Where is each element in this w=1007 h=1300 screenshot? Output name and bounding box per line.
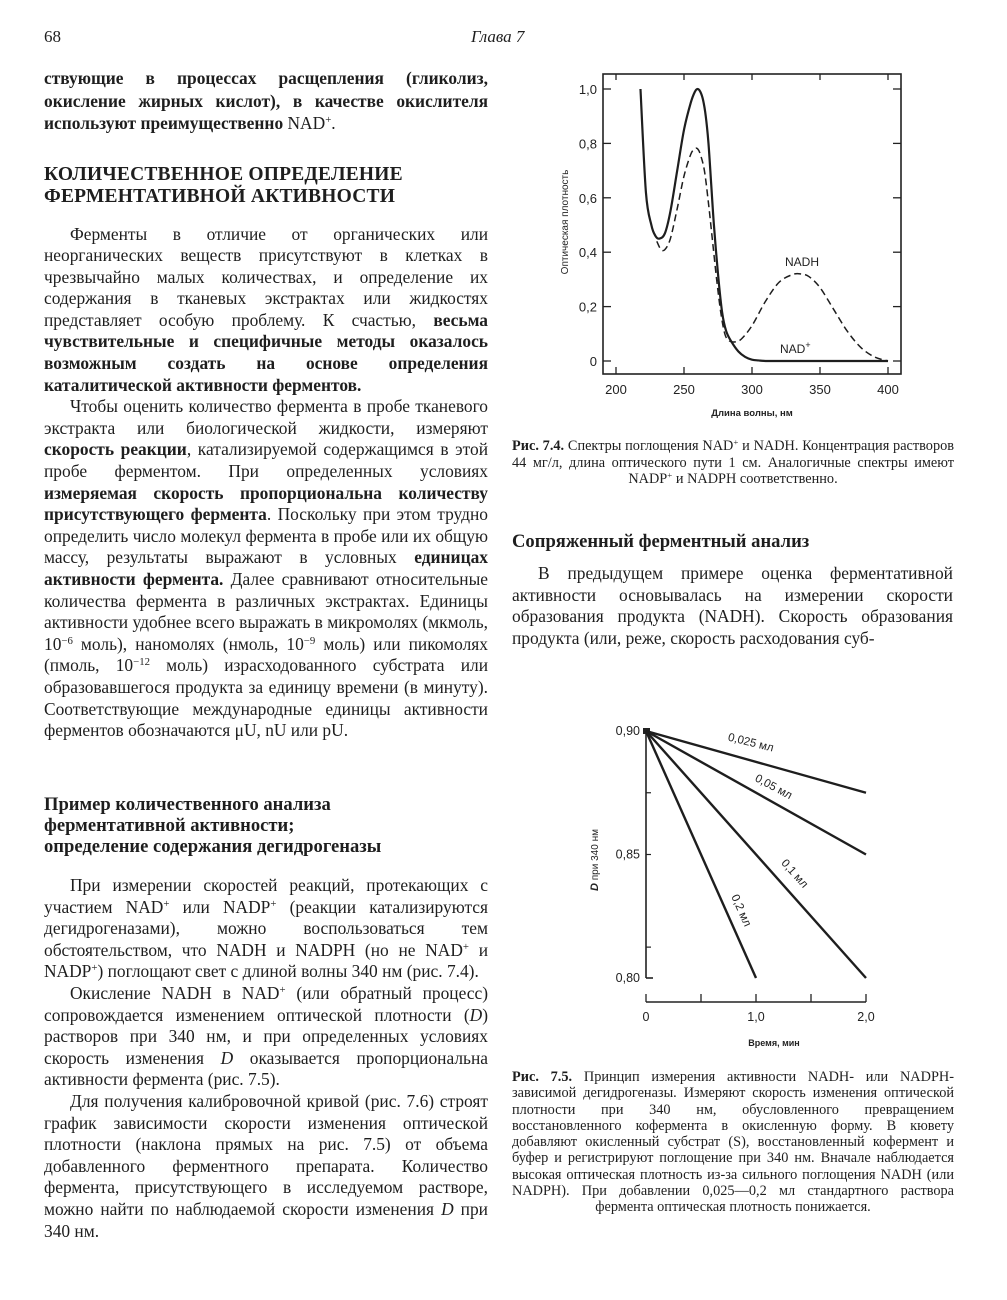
paragraph: Ферменты в отличие от органических или неорганических веществ присутствуют в клетках в чрезвычайно малых количествах, и определение их содержания в тканевых экстрактах или жидкостях представляет особую проблему. К счастью, весьма чувствительные и специфичные методы оказалось возможным создать на основе определения каталитической активности ферментов.: [44, 223, 488, 395]
paragraph: В предыдущем примере оценка ферментативной активности основывалась на измерении скорости образования продукта (NADH). Скорость образования продукта (или, реже, скорость расходования суб-: [512, 563, 953, 648]
paragraph: Для получения калибровочной кривой (рис. 7.6) строят график зависимости скорости изменения оптической плотности (наклона прямых на рис. 7.5) от объема добавленного ферментного препарата. Количество фермента, присутствующего в исследуемом растворе, можно найти по наблюдаемой скорости изменения D при 340 нм.: [44, 1090, 488, 1241]
nadh-curve: [657, 148, 888, 361]
running-head: Глава 7: [471, 27, 525, 46]
paragraph: Чтобы оценить количество фермента в пробе тканевого экстракта или биологической жидкости, измеряют скорость реакции, катализируемой содержащимся в этой пробе ферментом. При определенных условиях измеряемая скорость пропорциональна количеству присутствующего фермента. Поскольку при этом трудно определить число молекул фермента в пробе или их общую массу, результаты выражают в условных единицах активности фермента. Далее сравнивают относительные количества фермента в различных экстрактах. Единицы активности удобнее всего выражать в микромолях (мкмоль, $10^{-6}$ моль), наномолях (нмоль, $10^{-9}$ моль) или пикомолях (пмоль, $10^{-12}$ моль) израсходованного субстрата или образовавшегося продукта за единицу времени (в минуту). Соответствующие международные единицы активности ферментов обозначаются μU, nU или pU.: [44, 396, 489, 741]
y-tick-label: 0,2: [578, 299, 597, 315]
y-tick-label: 0,8: [578, 136, 597, 152]
page-number: 68: [44, 27, 61, 46]
right-column-text: [512, 531, 953, 649]
y-tick-label: 1,0: [578, 82, 597, 97]
left-column-lower: [44, 794, 488, 1242]
rate-line-label: 0,2 мл: [728, 892, 754, 929]
optical-density-time-plot: [589, 724, 875, 1048]
x-axis-label: Время, мин: [748, 1038, 800, 1048]
figure-7-4-chart: [540, 60, 920, 430]
rate-line: [646, 731, 866, 978]
y-tick-label: 0: [589, 354, 597, 369]
x-tick-label: 0: [642, 1010, 650, 1024]
y-tick-label: 0,85: [615, 847, 640, 862]
y-tick-label: 0,80: [615, 971, 640, 985]
section-title-quantitative: КОЛИЧЕСТВЕННОЕ ОПРЕДЕЛЕНИЕ ФЕРМЕНТАТИВНОЙ АКТИВНОСТИ: [44, 163, 403, 207]
absorption-spectrum-plot: [560, 74, 901, 419]
nad-label: NAD+: [780, 340, 811, 356]
section-title-coupled-assay: Сопряженный ферментный анализ: [512, 531, 810, 552]
x-tick-label: 200: [605, 382, 627, 397]
y-axis-label: D при 340 нм: [589, 829, 601, 891]
x-tick-label: 250: [673, 382, 695, 397]
x-tick-label: 300: [741, 382, 763, 397]
left-column: [44, 67, 488, 742]
figure-7-5-chart: [570, 710, 910, 1060]
y-tick-label: 0,6: [578, 190, 597, 206]
y-tick-label: 0,4: [578, 245, 597, 261]
rate-line: [646, 731, 756, 978]
x-tick-label: 1,0: [747, 1010, 765, 1024]
paragraph: Окисление NADH в NAD+ (или обратный процесс) сопровождается изменением оптической плотности (D) растворов при 340 нм, и при определенных условиях скорость изменения D оказывается пропорциональна активности фермента (рис. 7.5).: [44, 982, 488, 1090]
intro-paragraph: ствующие в процессах расщепления (гликолиз, окисление жирных кислот), в качестве окислителя используют преимущественно NAD+.: [44, 68, 488, 133]
figure-7-4-caption: Рис. 7.4. Спектры поглощения NAD+ и NADH. Концентрация растворов 44 мг/л, длина оптического пути 1 см. Аналогичные спектры имеют NADP+ и NADPH соответственно.: [512, 437, 954, 488]
x-axis-label: Длина волны, нм: [711, 408, 793, 419]
paragraph: При измерении скоростей реакций, протекающих с участием NAD+ или NADP+ (реакции катализируются дегидрогеназами), можно воспользоваться тем обстоятельством, что NADH и NADPH (но не NAD+ и NADP+) поглощают свет с длиной волны 340 нм (рис. 7.4).: [44, 875, 489, 982]
rate-line-label: 0,025 мл: [726, 731, 775, 755]
rate-line-label: 0,05 мл: [752, 772, 794, 803]
x-tick-label: 2,0: [857, 1010, 875, 1024]
y-tick-label: 0,90: [615, 724, 640, 738]
x-tick-label: 400: [877, 382, 899, 397]
plot-frame: [603, 74, 901, 374]
y-axis-label: Оптическая плотность: [560, 169, 571, 275]
rate-line-label: 0,1 мл: [778, 857, 811, 891]
x-tick-label: 350: [809, 382, 831, 397]
nad-curve: [640, 89, 888, 361]
section-title-example: Пример количественного анализа ферментативной активности; определение содержания дегидрогеназы: [44, 794, 382, 857]
figure-7-5-caption: Рис. 7.5. Принцип измерения активности NADH- или NADPH-зависимой дегидрогеназы. Измеряют скорость изменения оптической плотности при 340 нм, обусловленного превращением восстановленного кофермента в окисленную форму. В кювету добавляют окисленный субстрат (S), восстановленный кофермент и буфер и регистрируют поглощение при 340 нм. Вначале наблюдается высокая оптическая плотность из-за сильного поглощения NADH (или NADPH). При добавлении 0,025—0,2 мл стандартного раствора фермента оптическая плотность понижается.: [512, 1069, 954, 1216]
nadh-label: NADH: [784, 255, 820, 269]
